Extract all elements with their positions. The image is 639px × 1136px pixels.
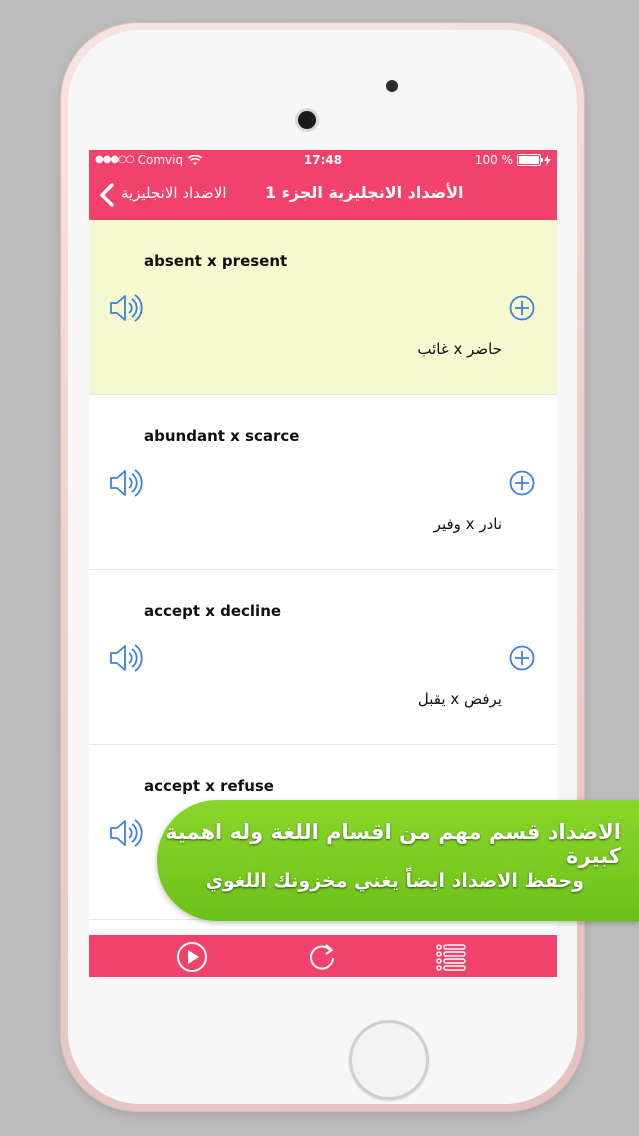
back-button-label[interactable]: الاضداد الانجليزية [121, 184, 227, 202]
page-title: الأضداد الانجليزية الجزء 1 [265, 183, 464, 202]
english-pair: abundant x scarce [144, 427, 300, 445]
arabic-pair: نادر x وفير [433, 515, 502, 533]
speaker-icon[interactable] [107, 290, 143, 326]
add-icon[interactable] [509, 470, 535, 496]
banner-line-2: وحفظ الاضداد ايضاً يغني مخزونك اللغوي [205, 870, 584, 892]
english-pair: accept x decline [144, 602, 282, 620]
bottom-toolbar [89, 935, 557, 977]
add-icon[interactable] [509, 295, 535, 321]
promo-banner [157, 800, 639, 921]
home-button[interactable] [349, 1020, 429, 1100]
list-item[interactable] [89, 395, 557, 570]
list-item[interactable] [89, 570, 557, 745]
carrier-name: Comviq [137, 153, 184, 167]
speaker-icon[interactable] [107, 815, 143, 851]
speaker-icon[interactable] [107, 640, 143, 676]
speaker-icon[interactable] [107, 465, 143, 501]
english-pair: absent x present [144, 252, 288, 270]
status-bar [89, 150, 557, 170]
play-icon[interactable] [176, 941, 208, 973]
refresh-icon[interactable] [306, 941, 338, 973]
list-icon[interactable] [435, 941, 467, 973]
front-camera [298, 111, 316, 129]
list-item[interactable] [89, 220, 557, 395]
signal-strength: ●●●○○ [95, 154, 134, 165]
arabic-pair: يرفض x يقبل [417, 690, 502, 708]
back-chevron-icon[interactable] [97, 182, 119, 208]
status-time: 17:48 [303, 153, 343, 167]
battery-percent: 100 % [474, 153, 513, 167]
earpiece-dot [386, 80, 398, 92]
arabic-pair: حاضر x غائب [417, 340, 502, 358]
english-pair: accept x refuse [144, 777, 274, 795]
add-icon[interactable] [509, 645, 535, 671]
charging-icon [544, 155, 551, 166]
battery-icon [517, 154, 541, 166]
navigation-bar [89, 170, 557, 220]
banner-line-1: الاضداد قسم مهم من اقسام اللغة وله اهمية كبيرة [165, 820, 621, 868]
